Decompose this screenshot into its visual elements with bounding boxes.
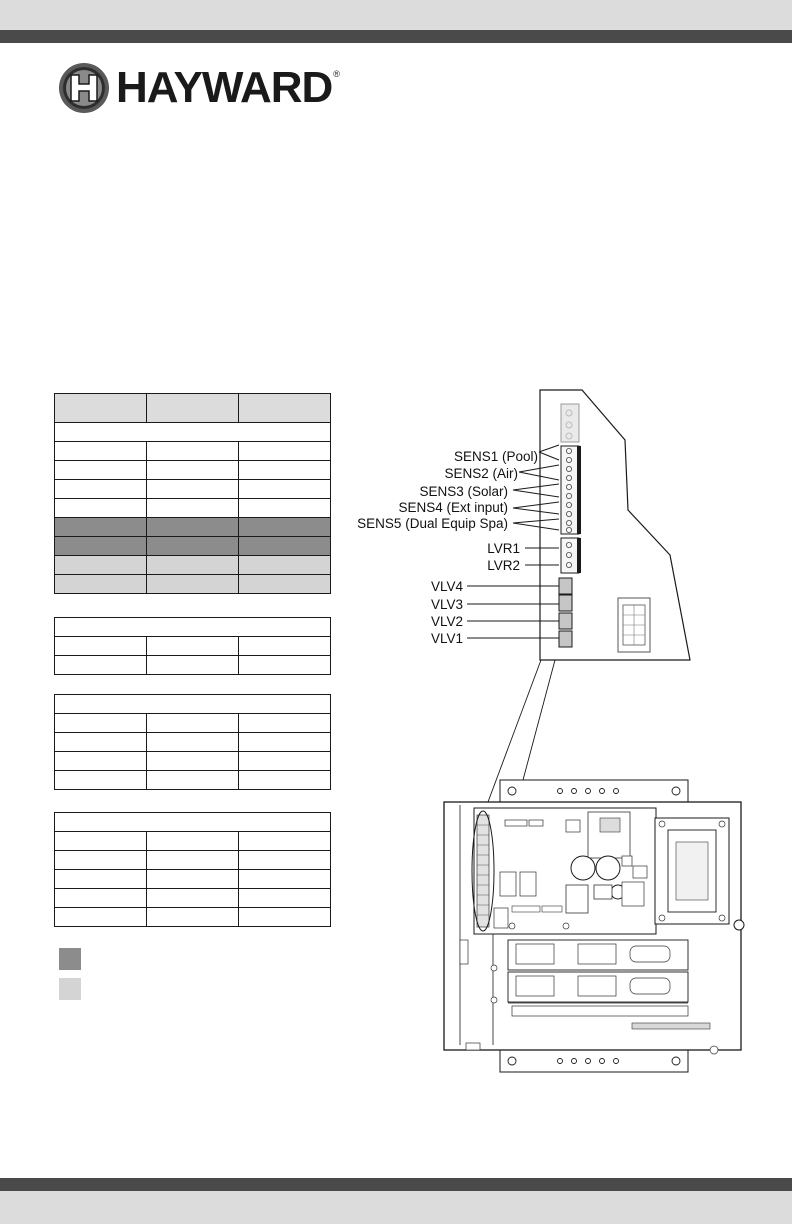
label-vlv4: VLV4 bbox=[430, 579, 463, 594]
table-section-row bbox=[55, 423, 331, 442]
table-row bbox=[55, 870, 331, 889]
table-section-row bbox=[55, 618, 331, 637]
table-row bbox=[55, 851, 331, 870]
table-row-light bbox=[55, 575, 331, 594]
table-section-row bbox=[55, 813, 331, 832]
legend-dark-swatch bbox=[59, 948, 81, 970]
label-vlv1: VLV1 bbox=[430, 631, 463, 646]
table-row bbox=[55, 656, 331, 675]
label-lvr2: LVR2 bbox=[487, 558, 520, 573]
page-footer-band bbox=[0, 1191, 792, 1224]
label-sens2: SENS2 (Air) bbox=[444, 466, 518, 481]
sensor-table-2 bbox=[54, 617, 331, 675]
label-lvr1: LVR1 bbox=[487, 541, 520, 556]
table-header-row bbox=[55, 394, 331, 423]
table-row bbox=[55, 499, 331, 518]
table-section-row bbox=[55, 695, 331, 714]
page-header-band bbox=[0, 0, 792, 30]
table-row bbox=[55, 752, 331, 771]
label-sens1: SENS1 (Pool) bbox=[453, 449, 538, 464]
sensor-table-main bbox=[54, 393, 331, 594]
registered-mark: ® bbox=[333, 69, 340, 79]
label-sens3: SENS3 (Solar) bbox=[419, 484, 508, 499]
table-row bbox=[55, 908, 331, 927]
label-sens4: SENS4 (Ext input) bbox=[398, 500, 508, 515]
sensor-table-4 bbox=[54, 812, 331, 927]
legend-light-swatch bbox=[59, 978, 81, 1000]
table-row bbox=[55, 733, 331, 752]
page-footer-bar bbox=[0, 1178, 792, 1191]
sensor-table-3 bbox=[54, 694, 331, 790]
table-row bbox=[55, 461, 331, 480]
table-row-dark bbox=[55, 537, 331, 556]
hayward-logo bbox=[58, 62, 340, 114]
table-row bbox=[55, 832, 331, 851]
table-row bbox=[55, 442, 331, 461]
brand-name: HAYWARD bbox=[116, 63, 333, 112]
label-sens5: SENS5 (Dual Equip Spa) bbox=[357, 516, 508, 531]
table-row bbox=[55, 637, 331, 656]
label-vlv3: VLV3 bbox=[430, 597, 463, 612]
table-row bbox=[55, 889, 331, 908]
table-row bbox=[55, 771, 331, 790]
connector-detail-diagram bbox=[340, 385, 700, 675]
table-row bbox=[55, 480, 331, 499]
control-board-illustration bbox=[436, 776, 756, 1076]
table-row-light bbox=[55, 556, 331, 575]
page-header-bar bbox=[0, 30, 792, 43]
hayward-h-emblem-icon bbox=[58, 62, 110, 114]
table-row bbox=[55, 714, 331, 733]
table-row-dark bbox=[55, 518, 331, 537]
label-vlv2: VLV2 bbox=[430, 614, 463, 629]
